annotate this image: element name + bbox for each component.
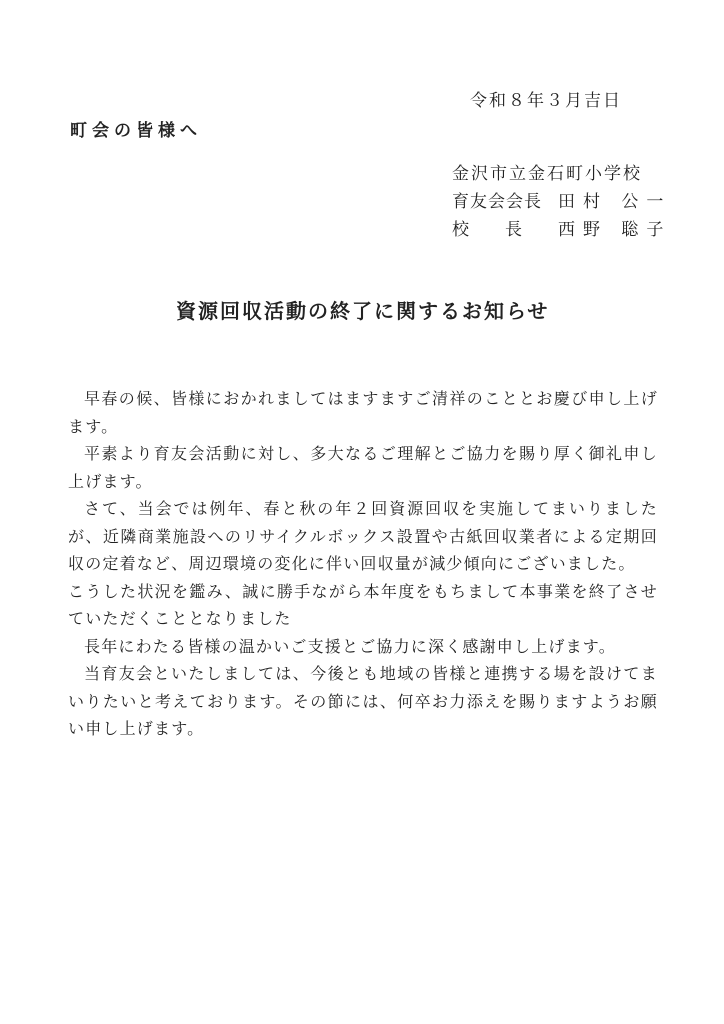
sender-name-principal: 西野 聡子 [558,220,672,240]
sender-line-president [452,188,671,216]
sender-role-president: 育友会会長 [452,192,542,212]
addressee: 町会の皆様へ [70,121,202,141]
body-paragraph: 当育友会といたしましては、今後とも地域の皆様と連携する場を設けてまいりたいと考えております。その節には、何卒お力添えを賜りますようお願い申し上げます。 [68,664,658,738]
letter-body [68,385,658,743]
sender-block [452,160,671,244]
body-paragraph: こうした状況を鑑み、誠に勝手ながら本年度をもちまして本事業を終了させていただくこととなりました [68,581,658,628]
body-paragraph: 平素より育友会活動に対し、多大なるご理解とご協力を賜り厚く御礼申し上げます。 [68,444,658,491]
sender-organization: 金沢市立金石町小学校 [452,164,642,184]
sender-role-principal: 校長 [452,220,558,240]
sender-line-principal [452,216,671,244]
body-paragraph: 長年にわたる皆様の温かいご支援とご協力に深く感謝申し上げます。 [84,636,616,656]
body-paragraph: 早春の候、皆様におかれましてはますますご清祥のこととお慶び申し上げます。 [68,389,658,436]
document-title: 資源回収活動の終了に関するお知らせ [176,299,550,323]
issue-date: 令和８年３月吉日 [470,91,622,111]
sender-name-president: 田村 公一 [558,192,672,212]
body-paragraph: さて、当会では例年、春と秋の年２回資源回収を実施してまいりましたが、近隣商業施設へのリサイクルボックス設置や古紙回収業者による定期回収の定着など、周辺環境の変化に伴い回収量が減少傾向にございました。 [68,499,658,573]
